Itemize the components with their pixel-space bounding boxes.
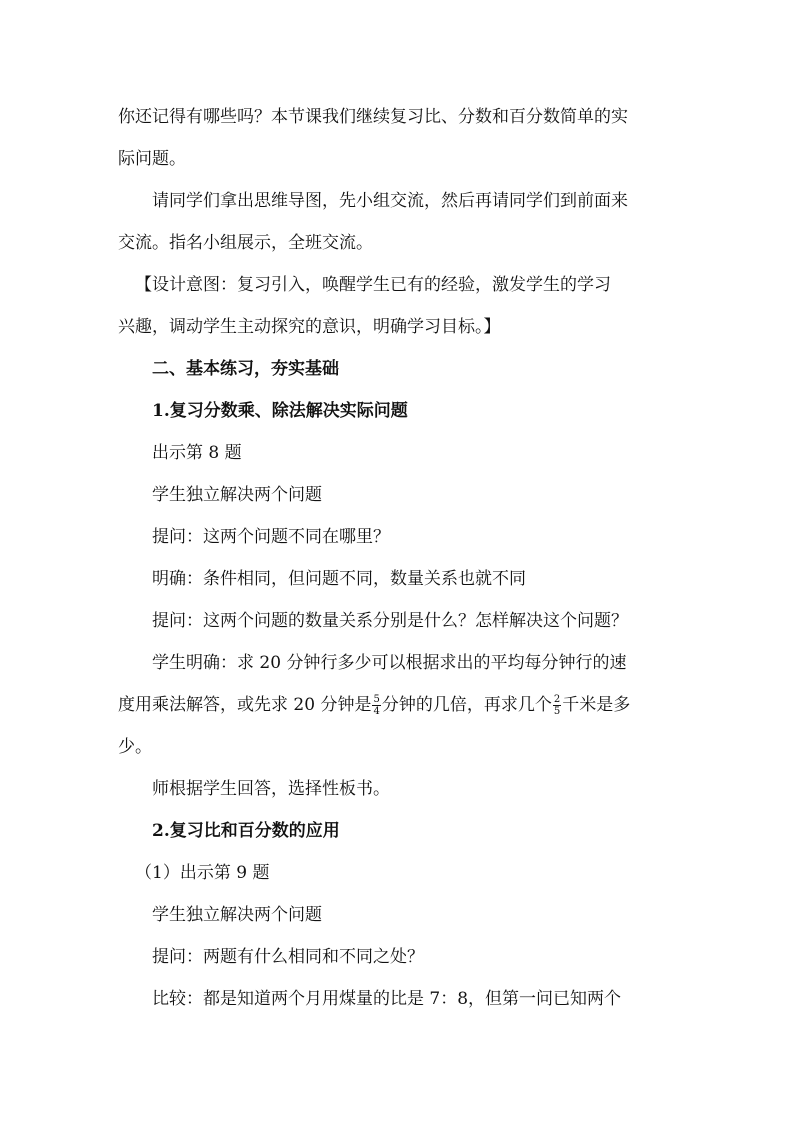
paragraph-line: 学生独立解决两个问题 [152, 485, 322, 505]
fraction-denominator: 5 [553, 706, 561, 717]
paragraph-line: 比较：都是知道两个月用煤量的比是 7：8，但第一问已知两个 [152, 989, 622, 1009]
paragraph-line: 少。 [118, 737, 152, 757]
text-segment: 分钟的几倍，再求几个 [381, 695, 552, 715]
fraction-two-fifths [553, 694, 561, 717]
design-intent-line: 【设计意图：复习引入，唤醒学生已有的经验，激发学生的学习 [135, 275, 611, 295]
paragraph-line: 学生独立解决两个问题 [152, 905, 322, 925]
text-segment: 度用乘法解答，或先求 20 分钟是 [118, 695, 372, 715]
paragraph-line: 际问题。 [118, 149, 186, 169]
paragraph-line: 学生明确：求 20 分钟行多少可以根据求出的平均每分钟行的速 [152, 653, 627, 673]
document-page [118, 96, 686, 1020]
section-heading: 二、基本练习，夯实基础 [152, 359, 339, 379]
fraction-numerator: 2 [553, 694, 561, 705]
design-intent-line: 兴趣，调动学生主动探究的意识，明确学习目标。】 [118, 317, 501, 337]
subsection-heading: 1.复习分数乘、除法解决实际问题 [152, 401, 408, 421]
fraction-numerator: 5 [373, 694, 380, 705]
paragraph-line: 提问：两题有什么相同和不同之处？ [152, 947, 424, 967]
subsection-heading: 2.复习比和百分数的应用 [152, 821, 340, 841]
paragraph-line: 出示第 8 题 [152, 443, 242, 463]
paragraph-line: 明确：条件相同，但问题不同，数量关系也就不同 [152, 569, 526, 589]
paragraph-line: 请同学们拿出思维导图，先小组交流，然后再请同学们到前面来 [152, 191, 628, 211]
paragraph-line: （1）出示第 9 题 [135, 863, 270, 883]
paragraph-line: 师根据学生回答，选择性板书。 [152, 779, 390, 799]
fraction-denominator: 4 [373, 706, 380, 717]
paragraph-line: 你还记得有哪些吗？本节课我们继续复习比、分数和百分数简单的实 [118, 107, 628, 127]
fraction-five-fourths [372, 694, 380, 717]
paragraph-line-with-fractions [118, 684, 686, 726]
text-segment: 千米是多 [562, 695, 631, 715]
paragraph-line: 提问：这两个问题不同在哪里？ [152, 527, 390, 547]
paragraph-line: 交流。指名小组展示，全班交流。 [118, 233, 373, 253]
paragraph-line: 提问：这两个问题的数量关系分别是什么？怎样解决这个问题？ [152, 611, 628, 631]
